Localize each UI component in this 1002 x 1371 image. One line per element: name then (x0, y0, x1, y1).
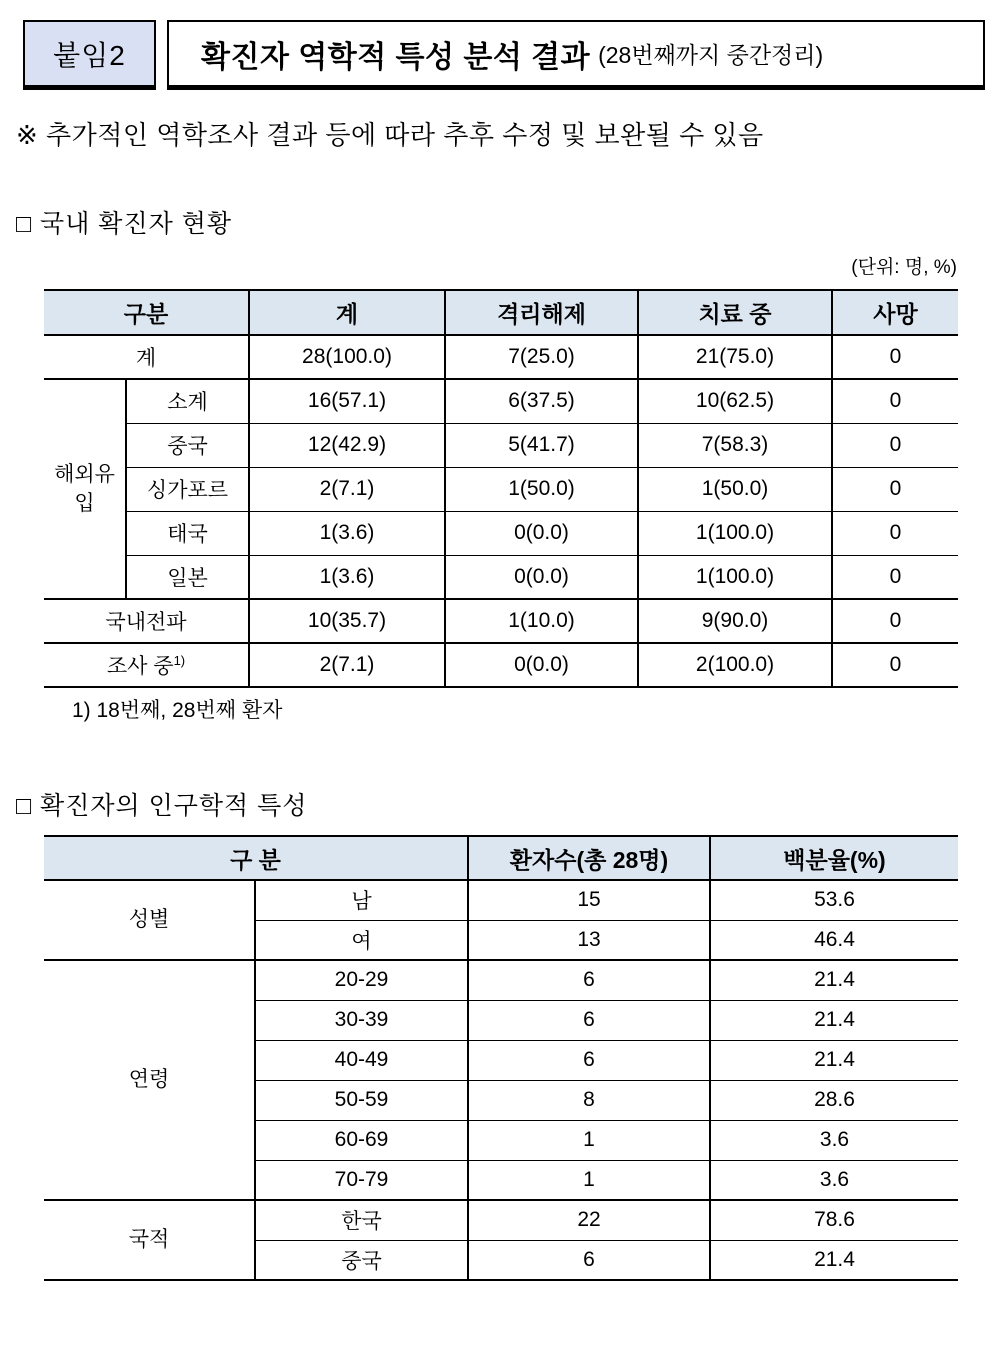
row-label: 여 (255, 920, 468, 960)
cell: 2(100.0) (638, 643, 832, 687)
attachment-badge-label: 붙임2 (53, 39, 126, 71)
group-label-nationality: 국적 (44, 1200, 255, 1280)
table-row-japan (44, 555, 958, 599)
cell: 1(100.0) (638, 511, 832, 555)
table-row-domestic-spread (44, 599, 958, 643)
row-label: 남 (255, 880, 468, 920)
document-header (23, 20, 985, 90)
cell: 1(50.0) (638, 467, 832, 511)
cell: 0(0.0) (445, 511, 638, 555)
table-row-overseas-subtotal (44, 379, 958, 423)
table2-header-row (44, 836, 958, 880)
column-header-percentage: 백분율(%) (710, 836, 958, 880)
unit-note: (단위: 명, %) (851, 257, 957, 278)
row-label: 소계 (126, 379, 249, 423)
group-label-overseas: 해외유입 (44, 379, 126, 599)
column-header-total: 계 (249, 290, 445, 335)
column-header-death: 사망 (832, 290, 958, 335)
cell: 9(90.0) (638, 599, 832, 643)
section-heading-demographics: □ 확진자의 인구학적 특성 (16, 792, 308, 820)
cell: 1(3.6) (249, 555, 445, 599)
cell: 3.6 (710, 1160, 958, 1200)
row-label: 중국 (255, 1240, 468, 1280)
cell: 1(10.0) (445, 599, 638, 643)
row-label: 중국 (126, 423, 249, 467)
page-title: 확진자 역학적 특성 분석 결과 (201, 40, 591, 74)
cell: 15 (468, 880, 710, 920)
cell: 21.4 (710, 1040, 958, 1080)
cell: 0 (832, 643, 958, 687)
table-row-male (44, 880, 958, 920)
table-row-korea (44, 1200, 958, 1240)
table-row-age-20s (44, 960, 958, 1000)
cell: 0 (832, 467, 958, 511)
cell: 1(3.6) (249, 511, 445, 555)
row-label: 50-59 (255, 1080, 468, 1120)
cell: 7(25.0) (445, 335, 638, 379)
row-label: 60-69 (255, 1120, 468, 1160)
table-row-thailand (44, 511, 958, 555)
cell: 0(0.0) (445, 555, 638, 599)
table-row-china (44, 423, 958, 467)
footnote-marker: 1) (173, 653, 186, 668)
cell: 1 (468, 1120, 710, 1160)
row-label: 40-49 (255, 1040, 468, 1080)
column-header-treating: 치료 중 (638, 290, 832, 335)
row-label: 일본 (126, 555, 249, 599)
cell: 21.4 (710, 960, 958, 1000)
cell: 1(50.0) (445, 467, 638, 511)
row-label: 계 (44, 335, 249, 379)
cell: 21.4 (710, 1000, 958, 1040)
cell: 46.4 (710, 920, 958, 960)
column-header-patient-count: 환자수(총 28명) (468, 836, 710, 880)
cell: 0 (832, 599, 958, 643)
column-header-released: 격리해제 (445, 290, 638, 335)
cell: 16(57.1) (249, 379, 445, 423)
cell: 22 (468, 1200, 710, 1240)
row-label: 70-79 (255, 1160, 468, 1200)
cell: 21.4 (710, 1240, 958, 1280)
group-label-gender: 성별 (44, 880, 255, 960)
cell: 0 (832, 335, 958, 379)
domestic-status-table (44, 289, 958, 688)
table-row-total (44, 335, 958, 379)
row-label: 태국 (126, 511, 249, 555)
cell: 2(7.1) (249, 643, 445, 687)
cell: 5(41.7) (445, 423, 638, 467)
cell: 28.6 (710, 1080, 958, 1120)
cell: 0(0.0) (445, 643, 638, 687)
row-label (44, 643, 249, 687)
cell: 28(100.0) (249, 335, 445, 379)
cell: 0 (832, 379, 958, 423)
cell: 8 (468, 1080, 710, 1120)
row-label: 싱가포르 (126, 467, 249, 511)
cell: 1 (468, 1160, 710, 1200)
cell: 6(37.5) (445, 379, 638, 423)
table-row-under-investigation (44, 643, 958, 687)
cell: 6 (468, 1040, 710, 1080)
cell: 6 (468, 1240, 710, 1280)
cell: 53.6 (710, 880, 958, 920)
row-label: 20-29 (255, 960, 468, 1000)
column-header-gubun: 구 분 (44, 836, 468, 880)
group-label-age: 연령 (44, 960, 255, 1200)
cell: 0 (832, 511, 958, 555)
column-header-gubun: 구분 (44, 290, 249, 335)
cell: 6 (468, 1000, 710, 1040)
row-label: 한국 (255, 1200, 468, 1240)
table1-header-row (44, 290, 958, 335)
table-row-singapore (44, 467, 958, 511)
cell: 10(62.5) (638, 379, 832, 423)
row-label: 국내전파 (44, 599, 249, 643)
revision-note: ※ 추가적인 역학조사 결과 등에 따라 추후 수정 및 보완될 수 있음 (16, 120, 764, 150)
cell: 6 (468, 960, 710, 1000)
cell: 13 (468, 920, 710, 960)
table1-footnote: 1) 18번째, 28번째 환자 (72, 699, 283, 722)
cell: 7(58.3) (638, 423, 832, 467)
cell: 0 (832, 555, 958, 599)
section-heading-domestic-status: □ 국내 확진자 현황 (16, 210, 232, 238)
cell: 12(42.9) (249, 423, 445, 467)
demographics-table (44, 835, 958, 1281)
cell: 0 (832, 423, 958, 467)
title-box (167, 20, 985, 90)
cell: 3.6 (710, 1120, 958, 1160)
attachment-badge (23, 20, 156, 90)
cell: 10(35.7) (249, 599, 445, 643)
cell: 78.6 (710, 1200, 958, 1240)
cell: 2(7.1) (249, 467, 445, 511)
row-label: 30-39 (255, 1000, 468, 1040)
cell: 1(100.0) (638, 555, 832, 599)
page-title-suffix: (28번째까지 중간정리) (598, 42, 824, 68)
cell: 21(75.0) (638, 335, 832, 379)
row-label-text: 조사 중 (106, 655, 174, 678)
